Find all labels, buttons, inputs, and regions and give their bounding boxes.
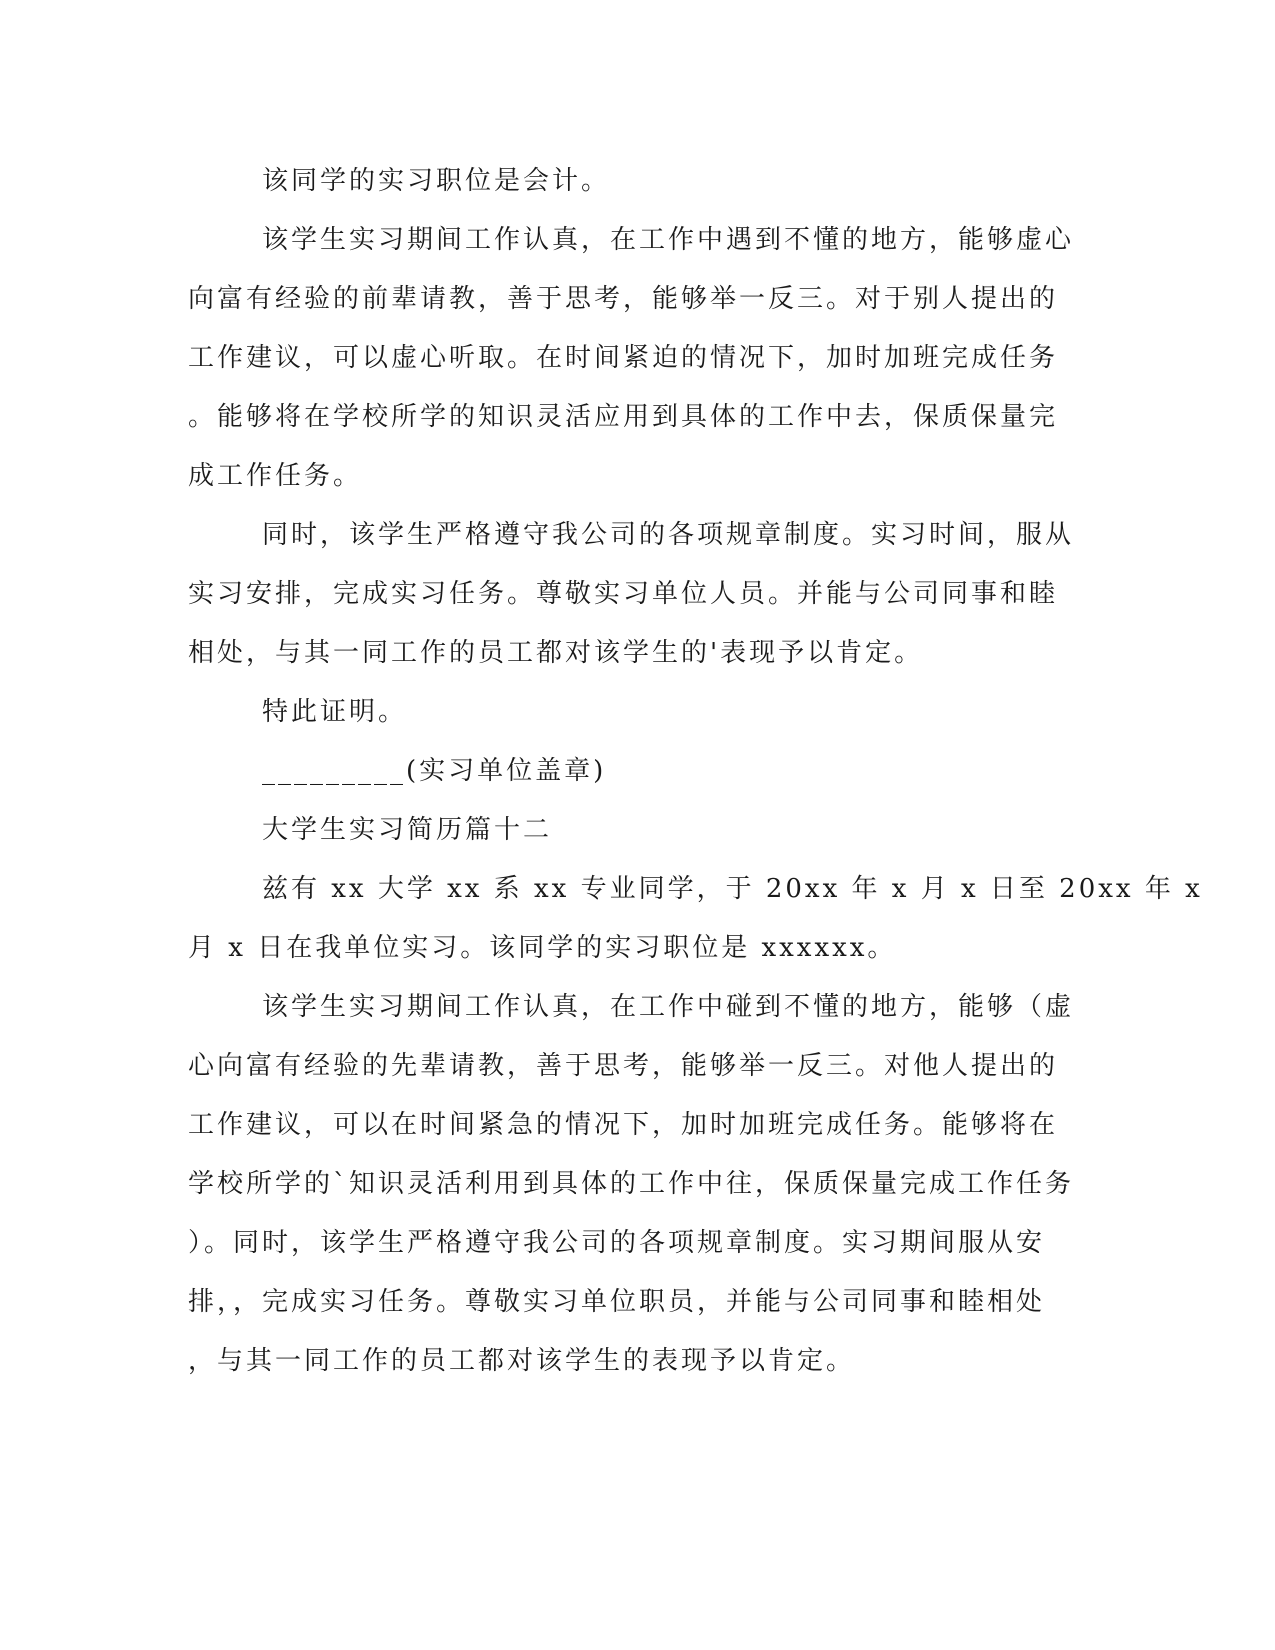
text-line: 实习安排，完成实习任务。尊敬实习单位人员。并能与公司同事和睦 — [188, 579, 1059, 609]
text-line: 特此证明。 — [262, 697, 408, 727]
text-line: 排，，完成实习任务。尊敬实习单位职员，并能与公司同事和睦相处 — [188, 1287, 1046, 1317]
text-line: 同时，该学生严格遵守我公司的各项规章制度。实习时间，服从 — [262, 520, 1075, 550]
seal-line: _________(实习单位盖章) — [262, 756, 607, 786]
text-line: ）。同时，该学生严格遵守我公司的各项规章制度。实习期间服从安 — [188, 1228, 1046, 1258]
text-line: ，与其一同工作的员工都对该学生的表现予以肯定。 — [188, 1346, 856, 1376]
text-line: 工作建议，可以虚心听取。在时间紧迫的情况下，加时加班完成任务 — [188, 343, 1059, 373]
text-line: 学校所学的`知识灵活利用到具体的工作中往，保质保量完成工作任务 — [188, 1169, 1075, 1199]
text-line: 兹有 xx 大学 xx 系 xx 专业同学，于 20xx 年 x 月 x 日至 20xx 年 x — [262, 874, 1203, 904]
text-line: 该学生实习期间工作认真，在工作中碰到不懂的地方，能够（虚 — [262, 992, 1075, 1022]
text-line: 该学生实习期间工作认真，在工作中遇到不懂的地方，能够虚心 — [262, 225, 1075, 255]
text-line: 相处，与其一同工作的员工都对该学生的'表现予以肯定。 — [188, 638, 924, 668]
text-line: 。能够将在学校所学的知识灵活应用到具体的工作中去，保质保量完 — [188, 402, 1059, 432]
text-line: 向富有经验的前辈请教，善于思考，能够举一反三。对于别人提出的 — [188, 284, 1059, 314]
text-line: 月 x 日在我单位实习。该同学的实习职位是 xxxxxx。 — [188, 933, 897, 963]
text-line: 成工作任务。 — [188, 461, 363, 491]
text-line: 该同学的实习职位是会计。 — [262, 166, 611, 196]
section-heading: 大学生实习简历篇十二 — [262, 815, 553, 845]
text-line: 工作建议，可以在时间紧急的情况下，加时加班完成任务。能够将在 — [188, 1110, 1059, 1140]
text-line: 心向富有经验的先辈请教，善于思考，能够举一反三。对他人提出的 — [188, 1051, 1059, 1081]
